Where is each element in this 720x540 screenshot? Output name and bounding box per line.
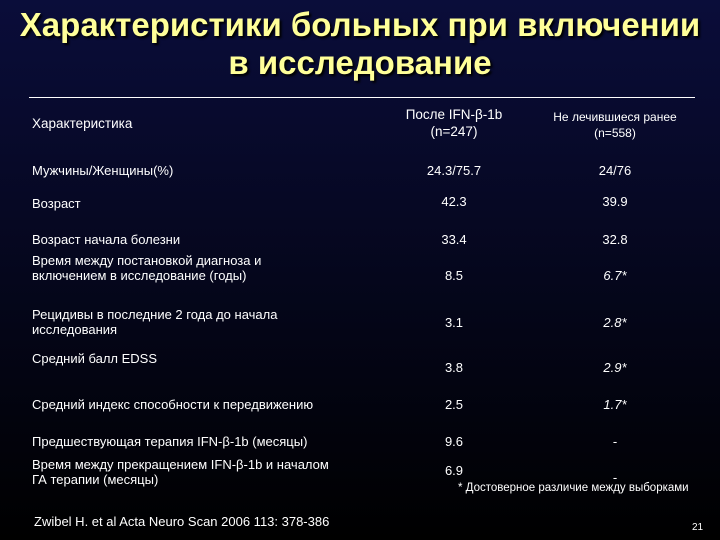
row-value-ifn: 42.3 [441, 194, 467, 209]
row-label: Время между прекращением IFN-β-1b и началом [32, 457, 329, 472]
row-label: Время между постановкой диагноза и [32, 253, 262, 268]
row-value-ifn: 24.3/75.7 [426, 163, 482, 178]
slide-title [0, 6, 720, 82]
row-label: Возраст начала болезни [32, 232, 181, 247]
row-value-ifn: 9.6 [444, 434, 464, 449]
row-value-naive: - [612, 434, 618, 449]
row-value-naive: 2.8* [603, 315, 627, 330]
row-label: Рецидивы в последние 2 года до начала [32, 307, 278, 322]
header-col1-line2: (n=247) [430, 124, 478, 139]
row-label-line2: включением в исследование (годы) [32, 268, 247, 283]
row-label: Предшествующая терапия IFN-β-1b (месяцы) [32, 434, 308, 449]
row-label-line2: ГА терапии (месяцы) [32, 472, 159, 487]
row-value-naive: 2.9* [603, 360, 627, 375]
row-label: Средний балл EDSS [32, 351, 158, 366]
row-label-line2: исследования [32, 322, 118, 337]
row-value-naive: - [612, 470, 618, 485]
header-col2-line1: Не лечившиеся ранее [553, 110, 677, 124]
row-value-ifn: 3.1 [444, 315, 464, 330]
row-label: Мужчины/Женщины(%) [32, 163, 174, 178]
slide-title-line1: Характеристики больных при включении [19, 6, 701, 43]
header-col2-line2: (n=558) [594, 126, 636, 140]
header-divider [29, 97, 695, 98]
header-characteristic: Характеристика [32, 116, 133, 131]
row-label: Средний индекс способности к передвижению [32, 397, 314, 412]
row-value-ifn: 3.8 [444, 360, 464, 375]
page-number: 21 [692, 522, 704, 533]
citation: Zwibel H. et al Acta Neuro Scan 2006 113: 378-386 [34, 514, 330, 529]
row-value-naive: 24/76 [598, 163, 632, 178]
row-value-naive: 1.7* [603, 397, 627, 412]
row-value-ifn: 33.4 [441, 232, 467, 247]
row-value-ifn: 2.5 [444, 397, 464, 412]
slide-title-line2: в исследование [228, 44, 492, 81]
row-value-ifn: 8.5 [444, 268, 464, 283]
header-col1-line1: После IFN-β-1b [405, 107, 503, 122]
row-value-naive: 6.7* [603, 268, 627, 283]
row-value-naive: 39.9 [602, 194, 628, 209]
row-value-naive: 32.8 [602, 232, 628, 247]
row-label: Возраст [32, 196, 81, 211]
row-value-ifn: 6.9 [444, 463, 464, 478]
footnote: * Достоверное различие между выборками [458, 482, 689, 494]
